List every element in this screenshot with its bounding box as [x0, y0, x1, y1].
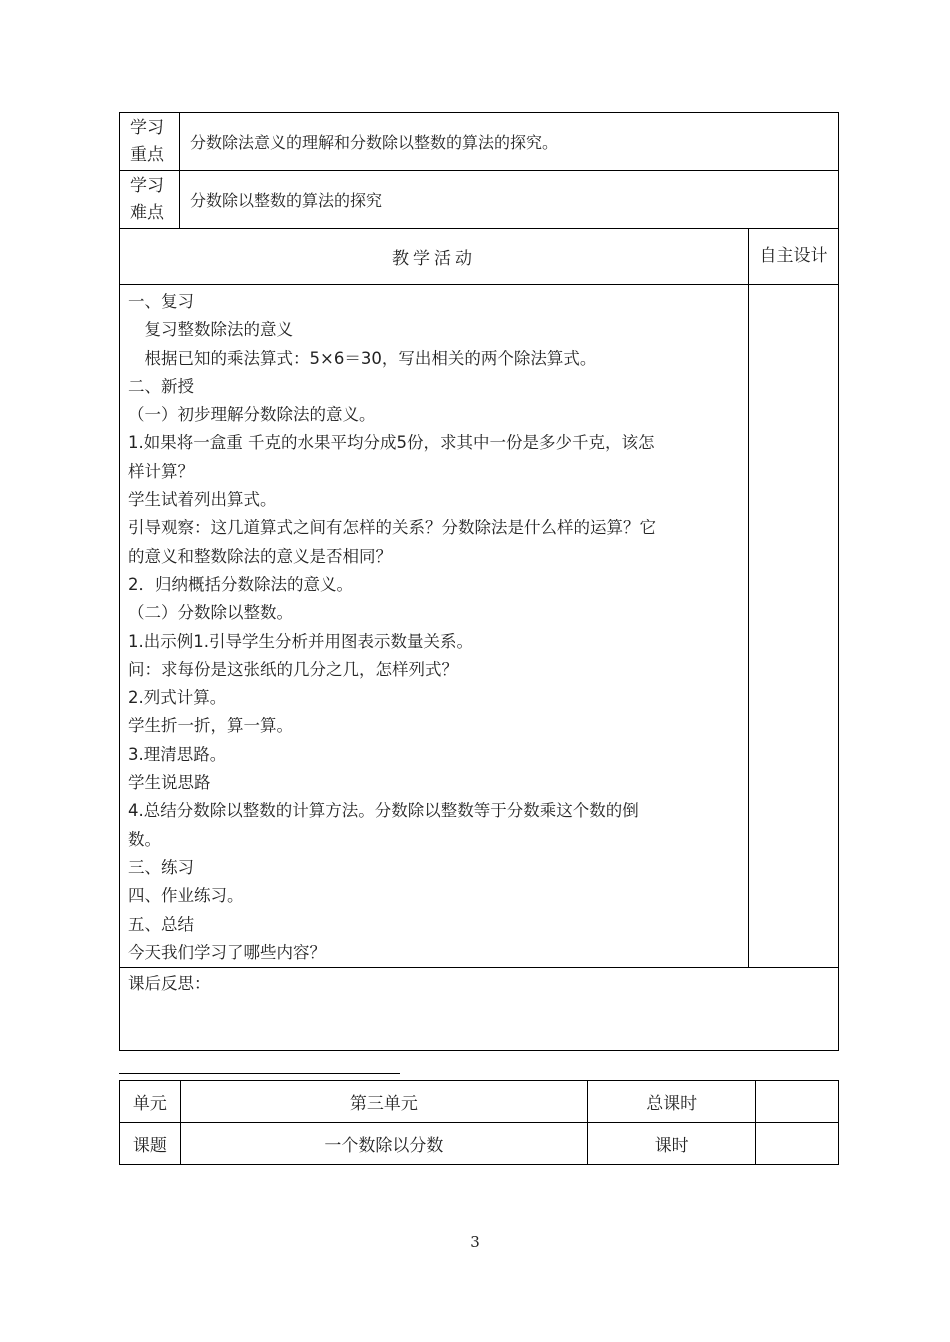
activity-line: 3.理清思路。 [128, 744, 227, 764]
activity-line: 今天我们学习了哪些内容？ [128, 942, 326, 962]
separator-line [119, 1073, 400, 1074]
activity-header: 教学活动 [120, 229, 749, 285]
self-design-cell [749, 285, 839, 968]
activity-line: 数。 [128, 829, 161, 849]
reflection-cell [120, 968, 839, 1051]
unit-label: 单元 [120, 1081, 181, 1123]
activity-line: 2．归纳概括分数除法的意义。 [128, 574, 353, 594]
activity-line: 一、复习 [128, 292, 194, 311]
activity-line: 的意义和整数除法的意义是否相同？ [128, 546, 392, 566]
activity-line: 样计算？ [128, 461, 194, 481]
topic-label: 课题 [120, 1123, 181, 1165]
activity-line: 1.出示例1.引导学生分析并用图表示数量关系。 [128, 631, 473, 651]
reflection-label: 课后反思： [128, 974, 211, 994]
lesson-plan-table [119, 112, 839, 1051]
activity-line: 根据已知的乘法算式：5×6＝30，写出相关的两个除法算式。 [128, 348, 597, 368]
total-hours-label: 总课时 [588, 1081, 756, 1123]
activity-line: （二）分数除以整数。 [128, 603, 293, 623]
focus-label: 学习重点 [120, 113, 180, 171]
difficulty-text: 分数除以整数的算法的探究 [180, 171, 839, 229]
activity-line: 五、总结 [128, 914, 194, 934]
activity-line: （一）初步理解分数除法的意义。 [128, 405, 376, 425]
activity-line: 1.如果将一盒重 千克的水果平均分成5份，求其中一份是多少千克，该怎 [128, 433, 655, 453]
activity-line: 问：求每份是这张纸的几分之几，怎样列式？ [128, 659, 458, 679]
total-hours-value [756, 1081, 839, 1123]
topic-value: 一个数除以分数 [180, 1123, 587, 1165]
activity-line: 复习整数除法的意义 [128, 320, 293, 340]
activity-line: 学生试着列出算式。 [128, 490, 277, 510]
activity-line: 学生说思路 [128, 773, 211, 793]
lesson-info-table [119, 1080, 839, 1165]
unit-value: 第三单元 [180, 1081, 587, 1123]
activity-body [120, 285, 749, 968]
self-design-header: 自主设计 [749, 229, 839, 285]
activity-line: 2.列式计算。 [128, 688, 227, 708]
activity-line: 三、练习 [128, 857, 194, 877]
activity-line: 学生折一折，算一算。 [128, 716, 293, 736]
activity-line: 4.总结分数除以整数的计算方法。分数除以整数等于分数乘这个数的倒 [128, 801, 639, 821]
difficulty-label: 学习难点 [120, 171, 180, 229]
activity-line: 引导观察：这几道算式之间有怎样的关系？分数除法是什么样的运算？它 [128, 518, 656, 538]
activity-line: 二、新授 [128, 376, 194, 396]
hours-value [756, 1123, 839, 1165]
hours-label: 课时 [588, 1123, 756, 1165]
page-number: 3 [470, 1233, 480, 1251]
activity-line: 四、作业练习。 [128, 886, 244, 906]
focus-text: 分数除法意义的理解和分数除以整数的算法的探究。 [180, 113, 839, 171]
